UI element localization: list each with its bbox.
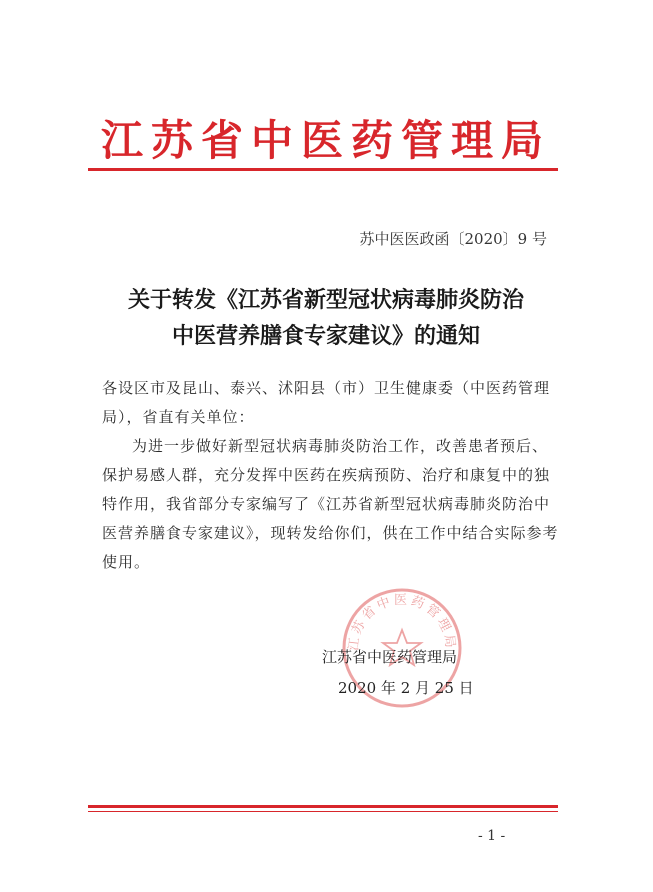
- masthead-title: 江苏省中医药管理局: [100, 116, 551, 165]
- seal-text: 江苏省中医药管理局: [346, 593, 458, 652]
- recipients-paragraph: 各设区市及昆山、泰兴、沭阳县（市）卫生健康委（中医药管理局），省直有关单位：: [102, 379, 551, 426]
- main-paragraph: 为进一步做好新型冠状病毒肺炎防治工作，改善患者预后、保护易感人群，充分发挥中医药在疾病预防、治疗和康复中的独特作用，我省部分专家编写了《江苏省新型冠状病毒肺炎防治中医营养膳食专家建议》，现转发给你们，供在工作中结合实际参考使用。: [102, 437, 559, 571]
- document-number: 苏中医医政函〔2020〕9 号: [359, 230, 547, 248]
- notice-title: [70, 282, 582, 354]
- footer-red-rule-thin: [88, 811, 558, 812]
- footer-red-rule: [88, 805, 558, 808]
- signature-organization: 江苏省中医药管理局: [322, 648, 458, 666]
- notice-title-line-1: 关于转发《江苏省新型冠状病毒肺炎防治: [127, 287, 524, 313]
- notice-body: [102, 374, 560, 577]
- signature-date: 2020 年 2 月 25 日: [338, 679, 474, 697]
- masthead-red-rule: [88, 168, 558, 171]
- svg-text:江苏省中医药管理局: [346, 593, 457, 652]
- page-number: - 1 -: [478, 828, 506, 844]
- notice-title-line-2: 中医营养膳食专家建议》的通知: [171, 323, 480, 349]
